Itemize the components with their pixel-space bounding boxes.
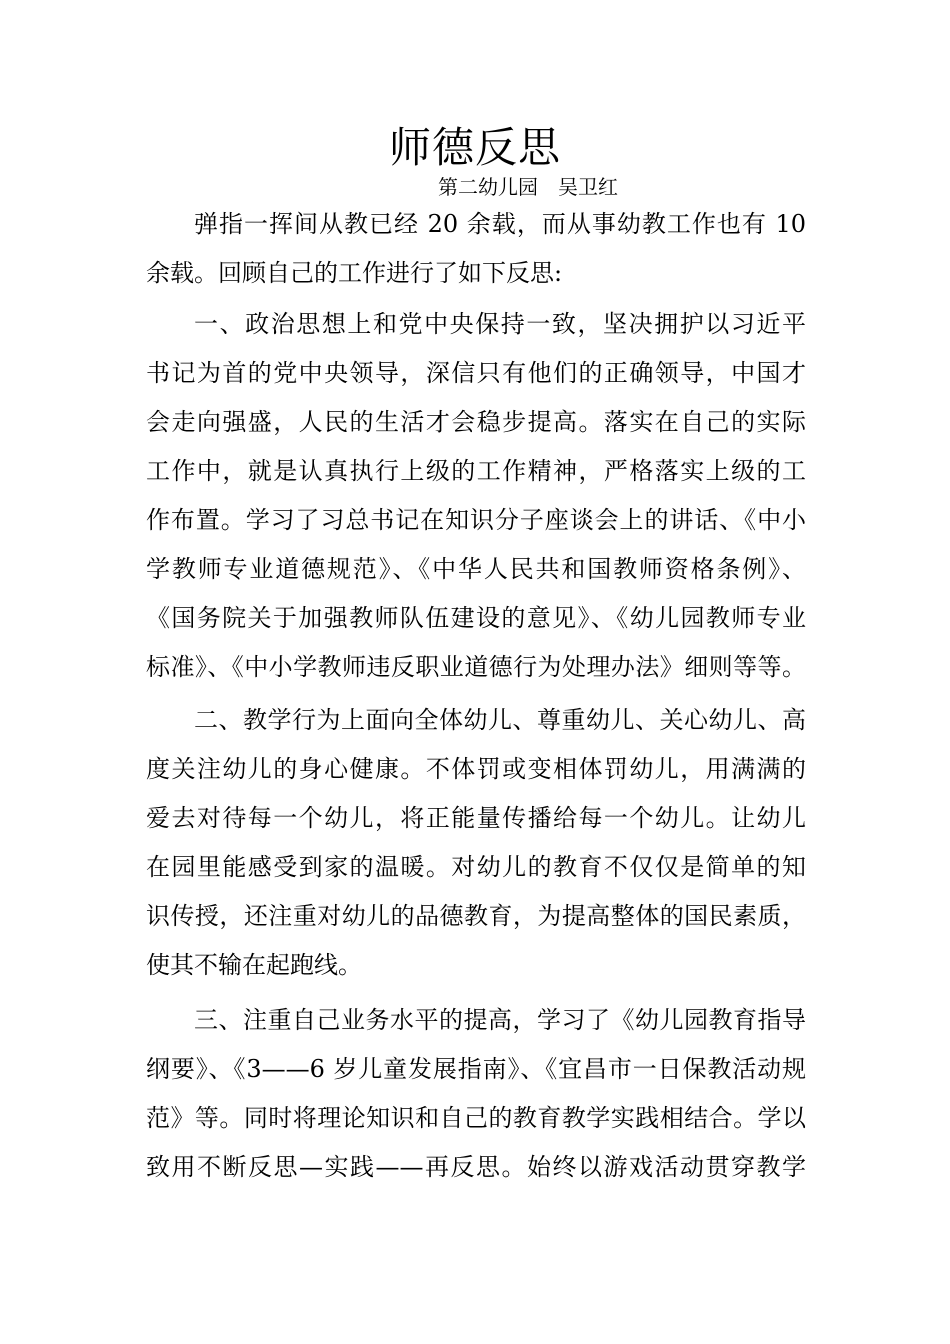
text-line: 二、教学行为上面向全体幼儿、尊重幼儿、关心幼儿、高 [194,706,806,734]
text-line: 弹指一挥间从教已经 20 余载，而从事幼教工作也有 10 [194,210,806,238]
text-line: 学教师专业道德规范》、《中华人民共和国教师资格条例》、 [146,555,806,583]
text-line: 工作中，就是认真执行上级的工作精神，严格落实上级的工 [146,457,806,485]
text-line: 致用不断反思—实践——再反思。始终以游戏活动贯穿教学 [146,1153,806,1181]
document-title: 师德反思 [388,123,561,172]
author-byline: 第二幼儿园 吴卫红 [438,175,618,199]
text-line: 度关注幼儿的身心健康。不体罚或变相体罚幼儿，用满满的 [146,755,806,783]
text-line: 三、注重自己业务水平的提高，学习了《幼儿园教育指导 [194,1006,806,1034]
text-line: 范》等。同时将理论知识和自己的教育教学实践相结合。学以 [146,1104,806,1132]
text-line: 《国务院关于加强教师队伍建设的意见》、《幼儿园教师专业 [146,604,806,632]
text-line: 纲要》、《3——6 岁儿童发展指南》、《宜昌市一日保教活动规 [146,1055,806,1083]
text-line: 识传授，还注重对幼儿的品德教育，为提高整体的国民素质， [146,902,806,930]
text-line: 爱去对待每一个幼儿，将正能量传播给每一个幼儿。让幼儿 [146,804,806,832]
text-line: 使其不输在起跑线。 [146,951,362,979]
text-line: 会走向强盛，人民的生活才会稳步提高。落实在自己的实际 [146,408,806,436]
text-line: 在园里能感受到家的温暖。对幼儿的教育不仅仅是简单的知 [146,853,806,881]
text-line: 书记为首的党中央领导，深信只有他们的正确领导，中国才 [146,359,806,387]
text-line: 作布置。学习了习总书记在知识分子座谈会上的讲话、《中小 [146,506,806,534]
text-line: 一、政治思想上和党中央保持一致，坚决拥护以习近平 [194,310,806,338]
text-line: 余载。回顾自己的工作进行了如下反思: [146,259,563,287]
text-line: 标准》、《中小学教师违反职业道德行为处理办法》细则等等。 [146,653,806,681]
